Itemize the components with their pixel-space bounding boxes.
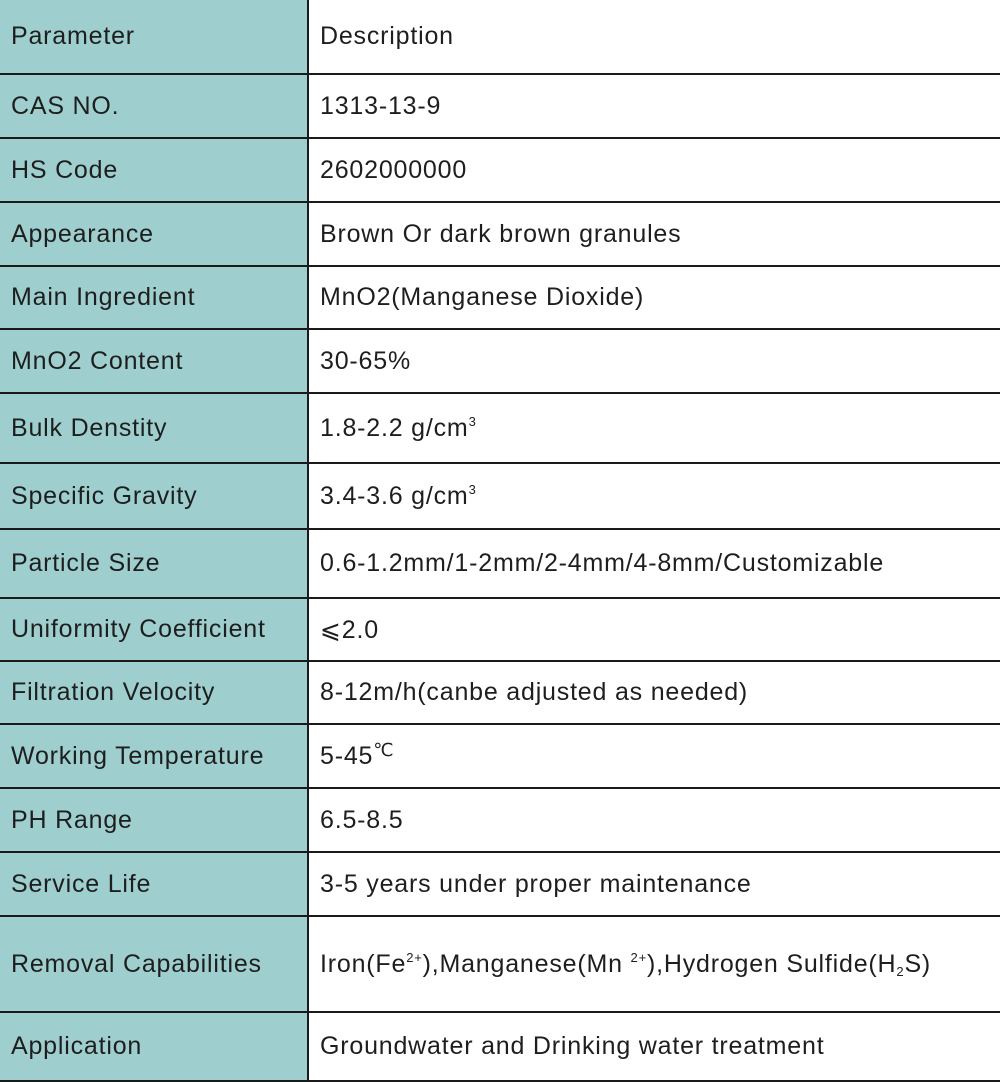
table-header-row <box>0 0 1000 74</box>
header-description: Description <box>308 0 1000 74</box>
row-description: 1313-13-9 <box>308 74 1000 138</box>
table-row <box>0 852 1000 916</box>
table-row <box>0 202 1000 266</box>
row-parameter: Main Ingredient <box>0 266 308 329</box>
description-text: 5-45 <box>320 741 374 770</box>
table-row <box>0 916 1000 1012</box>
row-description <box>308 463 1000 529</box>
table-row <box>0 788 1000 852</box>
table-row <box>0 266 1000 329</box>
header-parameter: Parameter <box>0 0 308 74</box>
superscript: 2+ <box>630 949 647 965</box>
row-parameter: Application <box>0 1012 308 1081</box>
row-description: 6.5-8.5 <box>308 788 1000 852</box>
row-description: 0.6-1.2mm/1-2mm/2-4mm/4-8mm/Customizable <box>308 529 1000 598</box>
row-parameter: Particle Size <box>0 529 308 598</box>
description-text: 3.4-3.6 g/cm <box>320 481 469 510</box>
row-parameter: Bulk Denstity <box>0 393 308 463</box>
row-description: 2602000000 <box>308 138 1000 202</box>
table-row <box>0 393 1000 463</box>
description-text: ),Manganese(Mn <box>422 949 631 978</box>
table-row <box>0 1012 1000 1081</box>
row-parameter: MnO2 Content <box>0 329 308 393</box>
table-row <box>0 329 1000 393</box>
superscript: 2+ <box>406 949 423 965</box>
description-text: S) <box>904 949 932 978</box>
row-description: MnO2(Manganese Dioxide) <box>308 266 1000 329</box>
row-description: 8-12m/h(canbe adjusted as needed) <box>308 661 1000 724</box>
row-description: 3-5 years under proper maintenance <box>308 852 1000 916</box>
row-description: Groundwater and Drinking water treatment <box>308 1012 1000 1081</box>
superscript: 3 <box>468 413 477 429</box>
table-row <box>0 463 1000 529</box>
row-parameter: Specific Gravity <box>0 463 308 529</box>
row-parameter: Appearance <box>0 202 308 266</box>
row-parameter: Removal Capabilities <box>0 916 308 1012</box>
table-row <box>0 598 1000 661</box>
description-text: 1.8-2.2 g/cm <box>320 413 469 442</box>
row-description <box>308 724 1000 788</box>
table-row <box>0 661 1000 724</box>
row-description <box>308 393 1000 463</box>
row-parameter: Service Life <box>0 852 308 916</box>
row-parameter: CAS NO. <box>0 74 308 138</box>
table-row <box>0 529 1000 598</box>
table-row <box>0 724 1000 788</box>
row-description: 30-65% <box>308 329 1000 393</box>
table-row <box>0 74 1000 138</box>
row-parameter: Uniformity Coefficient <box>0 598 308 661</box>
celsius-unit: ℃ <box>373 739 395 760</box>
row-description: Brown Or dark brown granules <box>308 202 1000 266</box>
superscript: 3 <box>468 481 477 497</box>
description-text: Iron(Fe <box>320 949 407 978</box>
row-parameter: Working Temperature <box>0 724 308 788</box>
row-parameter: Filtration Velocity <box>0 661 308 724</box>
subscript: 2 <box>896 963 905 979</box>
row-description <box>308 916 1000 1012</box>
row-parameter: HS Code <box>0 138 308 202</box>
description-text: ),Hydrogen Sulfide(H <box>646 949 897 978</box>
row-parameter: PH Range <box>0 788 308 852</box>
row-description: ⩽2.0 <box>308 598 1000 661</box>
table-row <box>0 138 1000 202</box>
